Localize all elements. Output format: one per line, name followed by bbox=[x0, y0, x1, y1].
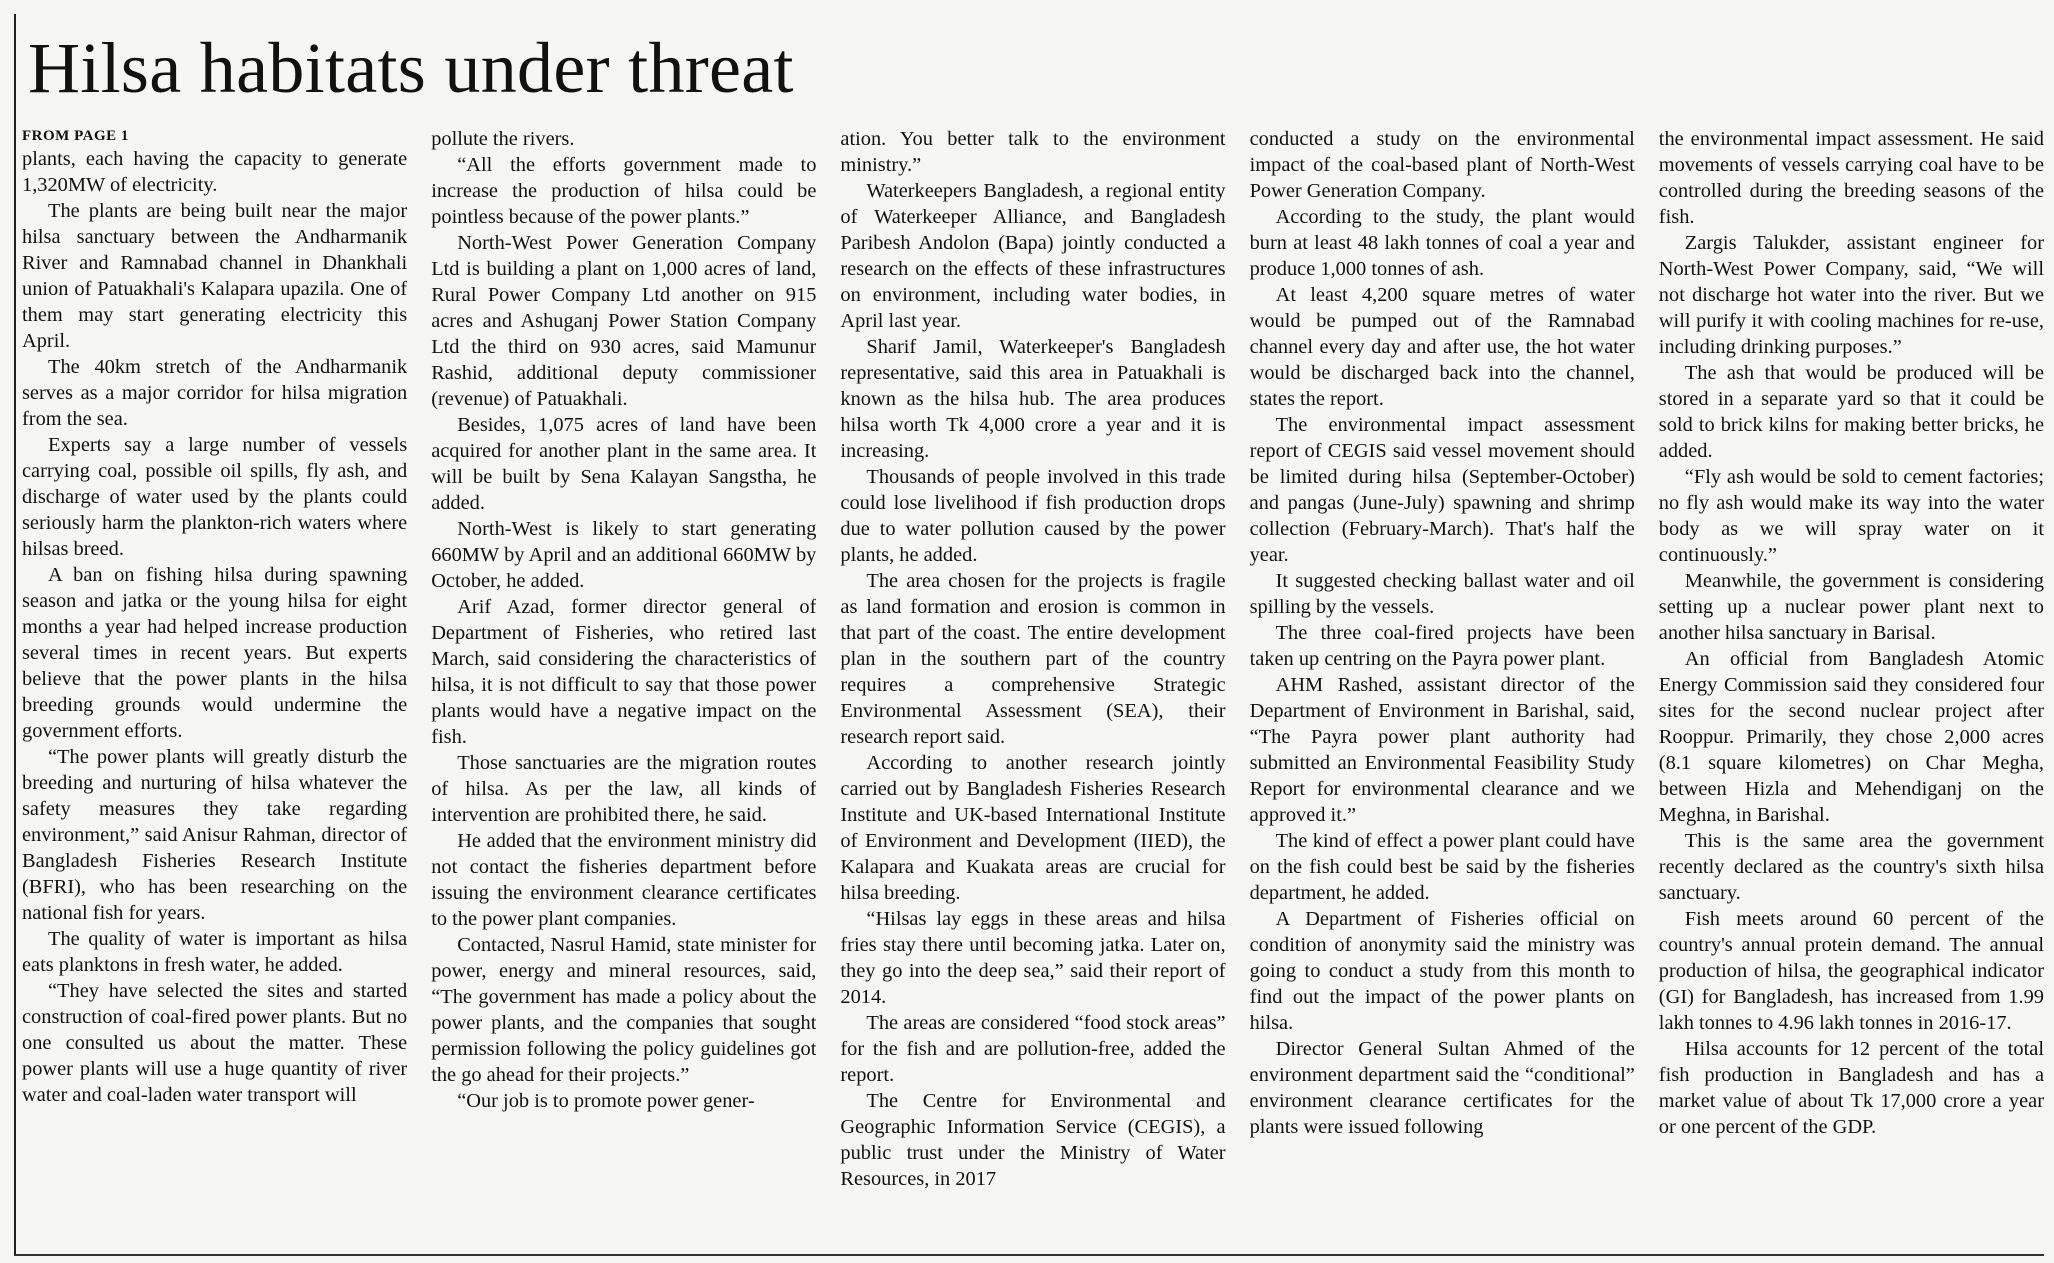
paragraph: The environmental impact assessment report of CEGIS said vessel movement should be limited during hilsa (September-October) and pangas (June-July) spawning and shrimp collection (February-March). That's half the year. bbox=[1249, 414, 1635, 566]
paragraph: “They have selected the sites and started construction of coal-fired power plants. But no one consulted us about the matter. These power plants will use a huge quantity of river water and coal-laden water transport will bbox=[22, 980, 408, 1106]
paragraph: “All the efforts government made to increase the production of hilsa could be pointless because of the power plants.” bbox=[431, 154, 817, 228]
paragraph: Experts say a large number of vessels carrying coal, possible oil spills, fly ash, and discharge of water used by the plants could seriously harm the plankton-rich waters where hilsas breed. bbox=[22, 434, 408, 560]
paragraph: The Centre for Environmental and Geographic Information Service (CEGIS), a public trust under the Ministry of Water Resources, in 2017 bbox=[840, 1090, 1226, 1190]
paragraph: He added that the environment ministry did not contact the fisheries department before issuing the environment clearance certificates to the power plant companies. bbox=[431, 830, 817, 930]
paragraph: An official from Bangladesh Atomic Energy Commission said they considered four sites for the second nuclear project after Rooppur. Primarily, they chose 2,000 acres (8.1 square kilometres) on Char Megha, between Hizla and Mehendiganj on the Meghna, in Barishal. bbox=[1658, 648, 2044, 826]
paragraph: The plants are being built near the major hilsa sanctuary between the Andharmanik River and Ramnabad channel in Dhankhali union of Patuakhali's Kalapara upazila. One of them may start generating electricity this April. bbox=[22, 200, 408, 352]
paragraph: The three coal-fired projects have been taken up centring on the Payra power plant. bbox=[1249, 622, 1635, 670]
column-1 bbox=[22, 126, 407, 1244]
paragraph: Hilsa accounts for 12 percent of the total fish production in Bangladesh and has a market value of about Tk 17,000 crore a year or one percent of the GDP. bbox=[1658, 1038, 2044, 1138]
paragraph: Director General Sultan Ahmed of the environment department said the “conditional” environment clearance certificates for the plants were issued following bbox=[1249, 1038, 1635, 1138]
paragraph: the environmental impact assessment. He said movements of vessels carrying coal have to be controlled during the breeding seasons of the fish. bbox=[1658, 128, 2044, 228]
paragraph: A ban on fishing hilsa during spawning season and jatka or the young hilsa for eight months a year had helped increase production several times in recent years. But experts believe that the power plants in the hilsa breeding grounds would undermine the government efforts. bbox=[22, 564, 408, 742]
news-article bbox=[14, 14, 2044, 1256]
paragraph: Fish meets around 60 percent of the country's annual protein demand. The annual production of hilsa, the geographical indicator (GI) for Bangladesh, has increased from 1.99 lakh tonnes to 4.96 lakh tonnes in 2016-17. bbox=[1658, 908, 2044, 1034]
paragraph: North-West Power Generation Company Ltd is building a plant on 1,000 acres of land, Rural Power Company Ltd another on 915 acres and Ashuganj Power Station Company Ltd the third on 930 acres, said Mamunur Rashid, additional deputy commissioner (revenue) of Patuakhali. bbox=[431, 232, 817, 410]
paragraph: This is the same area the government recently declared as the country's sixth hilsa sanctuary. bbox=[1658, 830, 2044, 904]
paragraph: It suggested checking ballast water and oil spilling by the vessels. bbox=[1249, 570, 1635, 618]
paragraph: Arif Azad, former director general of Department of Fisheries, who retired last March, said considering the characteristics of hilsa, it is not difficult to say that those power plants would have a negative impact on the fish. bbox=[431, 596, 817, 748]
paragraph: North-West is likely to start generating 660MW by April and an additional 660MW by October, he added. bbox=[431, 518, 817, 592]
paragraph: A Department of Fisheries official on condition of anonymity said the ministry was going to conduct a study from this month to find out the impact of the power plants on hilsa. bbox=[1249, 908, 1635, 1034]
paragraph: conducted a study on the environmental impact of the coal-based plant of North-West Power Generation Company. bbox=[1249, 128, 1635, 202]
paragraph: The area chosen for the projects is fragile as land formation and erosion is common in that part of the coast. The entire development plan in the southern part of the country requires a comprehensive Strategic Environmental Assessment (SEA), their research report said. bbox=[840, 570, 1226, 748]
column-2 bbox=[431, 126, 816, 1244]
paragraph: Sharif Jamil, Waterkeeper's Bangladesh representative, said this area in Patuakhali is known as the hilsa hub. The area produces hilsa worth Tk 4,000 crore a year and it is increasing. bbox=[840, 336, 1226, 462]
paragraph: According to another research jointly carried out by Bangladesh Fisheries Research Institute and UK-based International Institute of Environment and Development (IIED), the Kalapara and Kuakata areas are crucial for hilsa breeding. bbox=[840, 752, 1226, 904]
paragraph: Contacted, Nasrul Hamid, state minister for power, energy and mineral resources, said, “The government has made a policy about the power plants, and the companies that sought permission following the policy guidelines got the go ahead for their projects.” bbox=[431, 934, 817, 1086]
paragraph: The areas are considered “food stock areas” for the fish and are pollution-free, added the report. bbox=[840, 1012, 1226, 1086]
paragraph: According to the study, the plant would burn at least 48 lakh tonnes of coal a year and produce 1,000 tonnes of ash. bbox=[1249, 206, 1635, 280]
paragraph: The kind of effect a power plant could have on the fish could best be said by the fisheries department, he added. bbox=[1249, 830, 1635, 904]
paragraph: Those sanctuaries are the migration routes of hilsa. As per the law, all kinds of intervention are prohibited there, he said. bbox=[431, 752, 817, 826]
paragraph: Besides, 1,075 acres of land have been acquired for another plant in the same area. It will be built by Sena Kalayan Sangstha, he added. bbox=[431, 414, 817, 514]
paragraph: Thousands of people involved in this trade could lose livelihood if fish production drops due to water pollution caused by the power plants, he added. bbox=[840, 466, 1226, 566]
continuation-kicker: FROM PAGE 1 bbox=[22, 128, 129, 144]
paragraph: “Our job is to promote power gener- bbox=[457, 1090, 755, 1112]
paragraph: pollute the rivers. bbox=[431, 128, 575, 150]
paragraph: “Fly ash would be sold to cement factories; no fly ash would make its way into the water body as we will spray water on it continuously.” bbox=[1658, 466, 2044, 566]
article-columns bbox=[22, 126, 2044, 1244]
paragraph: The ash that would be produced will be stored in a separate yard so that it could be sold to brick kilns for making better bricks, he added. bbox=[1658, 362, 2044, 462]
paragraph: “Hilsas lay eggs in these areas and hilsa fries stay there until becoming jatka. Later on, they go into the deep sea,” said their report of 2014. bbox=[840, 908, 1226, 1008]
column-3 bbox=[840, 126, 1225, 1244]
column-4 bbox=[1250, 126, 1635, 1244]
headline: Hilsa habitats under threat bbox=[28, 28, 794, 108]
paragraph: AHM Rashed, assistant director of the Department of Environment in Barishal, said, “The Payra power plant authority had submitted an Environmental Feasibility Study Report for environmental clearance and we approved it.” bbox=[1249, 674, 1635, 826]
paragraph: plants, each having the capacity to generate 1,320MW of electricity. bbox=[22, 148, 408, 196]
paragraph: The 40km stretch of the Andharmanik serves as a major corridor for hilsa migration from the sea. bbox=[22, 356, 408, 430]
paragraph: ation. You better talk to the environment ministry.” bbox=[840, 128, 1226, 176]
paragraph: At least 4,200 square metres of water would be pumped out of the Ramnabad channel every day and after use, the hot water would be discharged back into the channel, states the report. bbox=[1249, 284, 1635, 410]
paragraph: Waterkeepers Bangladesh, a regional entity of Waterkeeper Alliance, and Bangladesh Paribesh Andolon (Bapa) jointly conducted a research on the effects of these infrastructures on environment, including water bodies, in April last year. bbox=[840, 180, 1226, 332]
paragraph: Meanwhile, the government is considering setting up a nuclear power plant next to another hilsa sanctuary in Barisal. bbox=[1658, 570, 2044, 644]
paragraph: The quality of water is important as hilsa eats planktons in fresh water, he added. bbox=[22, 928, 408, 976]
paragraph: “The power plants will greatly disturb the breeding and nurturing of hilsa whatever the safety measures they take regarding environment,” said Anisur Rahman, director of Bangladesh Fisheries Research Institute (BFRI), who has been researching on the national fish for years. bbox=[22, 746, 408, 924]
paragraph: Zargis Talukder, assistant engineer for North-West Power Company, said, “We will not discharge hot water into the river. But we will purify it with cooling machines for re-use, including drinking purposes.” bbox=[1658, 232, 2044, 358]
column-5 bbox=[1659, 126, 2044, 1244]
